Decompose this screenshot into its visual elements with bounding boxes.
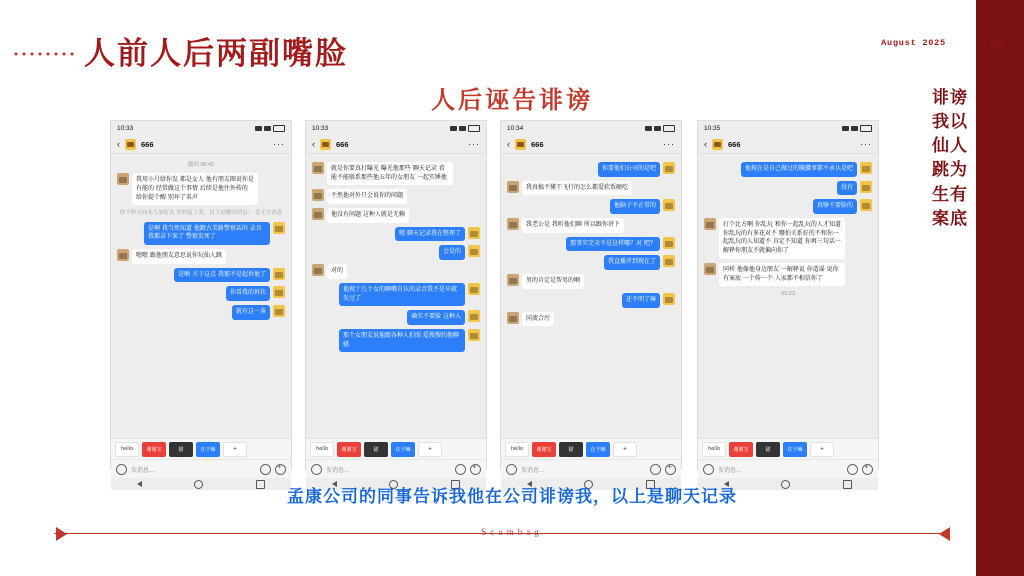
sticker-hello[interactable]: hello xyxy=(115,442,139,457)
contact-avatar xyxy=(712,139,723,150)
message-bubble: 我直播开到现在了 xyxy=(604,255,660,270)
sticker-bar[interactable] xyxy=(501,438,681,459)
message-bubble: 嗯 聊天记录我在整理了 xyxy=(395,227,465,242)
page-title: 人前人后两副嘴脸 xyxy=(84,36,348,72)
signal-icon xyxy=(645,126,652,131)
chat-title: 666 xyxy=(336,139,349,149)
more-options-icon[interactable]: ··· xyxy=(468,138,480,149)
back-icon[interactable]: ‹ xyxy=(117,138,120,149)
emoji-icon[interactable] xyxy=(260,464,271,475)
message-row xyxy=(507,218,675,233)
back-icon[interactable]: ‹ xyxy=(507,138,510,149)
message-row xyxy=(704,263,872,286)
sticker-cat[interactable]: 猫 xyxy=(756,442,780,457)
wifi-icon xyxy=(851,126,858,131)
chat-title: 666 xyxy=(141,139,154,149)
sticker-bar[interactable] xyxy=(698,438,878,459)
chat-navbar xyxy=(501,135,681,154)
avatar xyxy=(663,162,675,174)
message-bubble: 男的肯定是帮男的啊 xyxy=(522,274,584,289)
avatar xyxy=(312,264,324,276)
message-input-bar[interactable] xyxy=(111,459,291,478)
chat-navbar xyxy=(698,135,878,154)
status-icons xyxy=(645,125,675,132)
sticker-thanks[interactable]: 谢谢宝 xyxy=(532,442,556,457)
message-bubble: 他脑子不正常的 xyxy=(610,199,660,214)
status-bar xyxy=(111,121,291,135)
more-options-icon[interactable]: ··· xyxy=(860,138,872,149)
page-number: 039 xyxy=(989,40,1004,49)
message-row xyxy=(704,199,872,214)
message-row xyxy=(507,255,675,270)
sticker-thanks[interactable]: 谢谢宝 xyxy=(729,442,753,457)
signal-icon xyxy=(255,126,262,131)
avatar xyxy=(860,181,872,193)
sticker-doing[interactable]: 在干嘛 xyxy=(391,442,415,457)
add-icon[interactable] xyxy=(862,464,873,475)
sticker-thanks[interactable]: 谢谢宝 xyxy=(142,442,166,457)
avatar xyxy=(312,162,324,174)
message-bubble: 我用小号给你发 都是女人 他有朋友圈说你是有能的 经常做这个事情 后续是他住外传的 给你提个醒 别坏了名声 xyxy=(132,173,258,205)
message-bubble: 确实不要脸 这种人 xyxy=(407,310,465,325)
status-bar xyxy=(306,121,486,135)
avatar xyxy=(117,173,129,185)
voice-icon[interactable] xyxy=(506,464,517,475)
voice-icon[interactable] xyxy=(703,464,714,475)
more-options-icon[interactable]: ··· xyxy=(273,138,285,149)
message-row xyxy=(117,173,285,205)
wifi-icon xyxy=(264,126,271,131)
message-list[interactable] xyxy=(306,154,486,438)
status-time: 10:34 xyxy=(507,124,524,132)
avatar xyxy=(507,274,519,286)
avatar xyxy=(117,249,129,261)
sticker-add[interactable]: + xyxy=(223,442,247,457)
message-bubble: 对的 xyxy=(327,264,347,279)
message-row xyxy=(507,181,675,196)
message-input-bar[interactable] xyxy=(501,459,681,478)
avatar xyxy=(468,245,480,257)
message-row xyxy=(312,310,480,325)
message-input[interactable]: 发消息… xyxy=(326,467,351,474)
sticker-cat[interactable]: 猫 xyxy=(364,442,388,457)
avatar xyxy=(507,312,519,324)
chat-screenshot-1 xyxy=(110,120,292,474)
message-row xyxy=(117,249,285,264)
sticker-thanks[interactable]: 谢谢宝 xyxy=(337,442,361,457)
status-time: 10:33 xyxy=(312,124,329,132)
message-bubble: 会是的 xyxy=(439,245,465,260)
chat-navbar xyxy=(306,135,486,154)
chat-title: 666 xyxy=(531,139,544,149)
status-time: 10:35 xyxy=(704,124,721,132)
back-icon[interactable]: ‹ xyxy=(312,138,315,149)
message-row xyxy=(117,222,285,245)
message-bubble: 你要他们公司的是吧 xyxy=(598,162,660,177)
avatar xyxy=(860,199,872,211)
message-bubble: 是啊 关于这点 我那不是起诉他了 xyxy=(174,268,270,283)
status-bar xyxy=(698,121,878,135)
avatar xyxy=(468,283,480,295)
header-dotted-rule xyxy=(12,52,74,56)
chat-screenshot-3 xyxy=(500,120,682,474)
avatar xyxy=(468,227,480,239)
emoji-icon[interactable] xyxy=(847,464,858,475)
message-bubble: 就是你要真打曝光 曝光他那些 聊天记录 看能不能联系那些他五年的女朋友 一起实锤他 xyxy=(327,162,453,185)
add-icon[interactable] xyxy=(470,464,481,475)
message-row xyxy=(312,189,480,204)
message-row xyxy=(507,162,675,177)
message-bubble: 他现在是自己做过的腌臢事都不承认是吧 xyxy=(741,162,857,177)
avatar xyxy=(507,181,519,193)
message-row xyxy=(312,208,480,223)
message-bubble: 没有 xyxy=(837,181,857,196)
sticker-hello[interactable]: hello xyxy=(505,442,529,457)
avatar xyxy=(468,329,480,341)
sticker-add[interactable]: + xyxy=(418,442,442,457)
message-list[interactable] xyxy=(111,154,291,438)
avatar xyxy=(312,189,324,201)
message-row xyxy=(312,162,480,185)
more-options-icon[interactable]: ··· xyxy=(663,138,675,149)
add-icon[interactable] xyxy=(275,464,286,475)
message-bubble: 那个女朋友说他跟各种人拍照 爱搜搜约他聊骚 xyxy=(339,329,465,352)
message-row xyxy=(117,286,285,301)
emoji-icon[interactable] xyxy=(455,464,466,475)
chat-screenshot-2 xyxy=(305,120,487,474)
message-row xyxy=(507,293,675,308)
sticker-hello[interactable]: hello xyxy=(702,442,726,457)
message-row xyxy=(507,274,675,289)
avatar xyxy=(468,310,480,322)
voice-icon[interactable] xyxy=(116,464,127,475)
message-row xyxy=(117,268,285,283)
sticker-bar[interactable] xyxy=(306,438,486,459)
message-bubble: 我老公是 我听他们聊 所以跟你讲下 xyxy=(522,218,624,233)
message-row xyxy=(312,245,480,260)
footer-brand: Scumbag xyxy=(481,527,543,537)
message-bubble: 那事实完全不是这样哪？对 吧？ xyxy=(566,237,660,252)
avatar xyxy=(273,268,285,280)
message-row xyxy=(704,218,872,259)
message-bubble: 真够不要脸的 xyxy=(813,199,857,214)
message-input[interactable]: 发消息… xyxy=(131,467,156,474)
avatar xyxy=(273,222,285,234)
avatar xyxy=(507,218,519,230)
sticker-bar[interactable] xyxy=(111,438,291,459)
contact-avatar xyxy=(515,139,526,150)
sticker-doing[interactable]: 在干嘛 xyxy=(196,442,220,457)
sticker-add[interactable]: + xyxy=(613,442,637,457)
message-row xyxy=(312,329,480,352)
contact-avatar xyxy=(125,139,136,150)
message-row xyxy=(507,199,675,214)
avatar xyxy=(273,305,285,317)
wifi-icon xyxy=(459,126,466,131)
add-icon[interactable] xyxy=(665,464,676,475)
battery-icon xyxy=(468,125,480,132)
avatar xyxy=(663,237,675,249)
sticker-doing[interactable]: 在干嘛 xyxy=(586,442,610,457)
message-bubble: 不然他对外只会说你的问题 xyxy=(327,189,407,204)
avatar xyxy=(663,255,675,267)
message-input-bar[interactable] xyxy=(698,459,878,478)
message-input[interactable]: 发消息… xyxy=(718,467,743,474)
signal-icon xyxy=(450,126,457,131)
message-bubble: 你看我的诉状 xyxy=(226,286,270,301)
back-icon[interactable]: ‹ xyxy=(704,138,707,149)
message-bubble: 同流合污 xyxy=(522,312,554,327)
chat-navbar xyxy=(111,135,291,154)
message-row xyxy=(312,227,480,242)
sticker-hello[interactable]: hello xyxy=(310,442,334,457)
chat-title: 666 xyxy=(728,139,741,149)
voice-icon[interactable] xyxy=(311,464,322,475)
message-bubble: 他没有问题 这种人就是无赖 xyxy=(327,208,409,223)
emoji-icon[interactable] xyxy=(650,464,661,475)
message-row xyxy=(117,305,285,320)
message-bubble: 是啊 我当然知道 他跟古美路警察话的 录音我都录下来了 警察发死了 xyxy=(144,222,270,245)
contact-avatar xyxy=(320,139,331,150)
system-line: 你于昨天向未互加好友 你的复上发，以下是撤回消息！ 喜无字消息 xyxy=(119,210,283,217)
message-row xyxy=(507,237,675,252)
sticker-cat[interactable]: 猫 xyxy=(559,442,583,457)
status-icons xyxy=(842,125,872,132)
message-bubble: 打个比方啊 你乱玩 和你一起乱玩的人才知道你乱玩的有多花对不 哪怕关系好的不和你一起乱玩的人知道不 肯定不知道 你再三句话一解释你朋友不就偏向你了 xyxy=(719,218,845,259)
avatar xyxy=(312,208,324,220)
avatar xyxy=(663,293,675,305)
status-time: 10:33 xyxy=(117,124,134,132)
section-subtitle: 人后诬告诽谤 xyxy=(431,86,593,114)
message-bubble: 同样 他像他身边朋友 一解释说 你造谣 说你有案底 一个传一个 人家都不相信你了 xyxy=(719,263,845,286)
wifi-icon xyxy=(654,126,661,131)
message-row xyxy=(704,162,872,177)
message-bubble: 嗯嗯 跟他朋友意思说你玩仙人跳 xyxy=(132,249,226,264)
sticker-cat[interactable]: 猫 xyxy=(169,442,193,457)
message-list[interactable] xyxy=(501,154,681,438)
avatar xyxy=(860,162,872,174)
system-line: 撤回 06:42 xyxy=(187,162,215,168)
battery-icon xyxy=(273,125,285,132)
status-icons xyxy=(450,125,480,132)
avatar xyxy=(704,218,716,230)
message-bubble: 就有这一条 xyxy=(232,305,270,320)
message-bubble: 还不明了嘛 xyxy=(622,293,660,308)
avatar xyxy=(704,263,716,275)
message-row xyxy=(312,283,480,306)
battery-icon xyxy=(860,125,872,132)
avatar xyxy=(273,286,285,298)
sticker-doing[interactable]: 在干嘛 xyxy=(783,442,807,457)
status-icons xyxy=(255,125,285,132)
message-input-bar[interactable] xyxy=(306,459,486,478)
sticker-add[interactable]: + xyxy=(810,442,834,457)
signal-icon xyxy=(842,126,849,131)
avatar xyxy=(663,199,675,211)
chat-screenshot-4 xyxy=(697,120,879,474)
vertical-side-text: 诽谤我以仙人跳为生有案底 xyxy=(932,88,968,229)
battery-icon xyxy=(663,125,675,132)
message-row xyxy=(704,181,872,196)
message-row xyxy=(312,264,480,279)
message-bubble: 他现十几个女的聊嘴自认的录音我不是早就发过了 xyxy=(339,283,465,306)
message-input[interactable]: 发消息… xyxy=(521,467,546,474)
slide-caption: 孟康公司的同事告诉我他在公司诽谤我，以上是聊天记录 xyxy=(287,487,737,507)
message-bubble: 我真搞不懂干飞行的怎么都爱软饭硬吃 xyxy=(522,181,632,196)
status-bar xyxy=(501,121,681,135)
system-line: 09:23 xyxy=(781,291,795,298)
header-date: August 2025 xyxy=(881,38,946,48)
message-row xyxy=(507,312,675,327)
message-list[interactable] xyxy=(698,154,878,438)
